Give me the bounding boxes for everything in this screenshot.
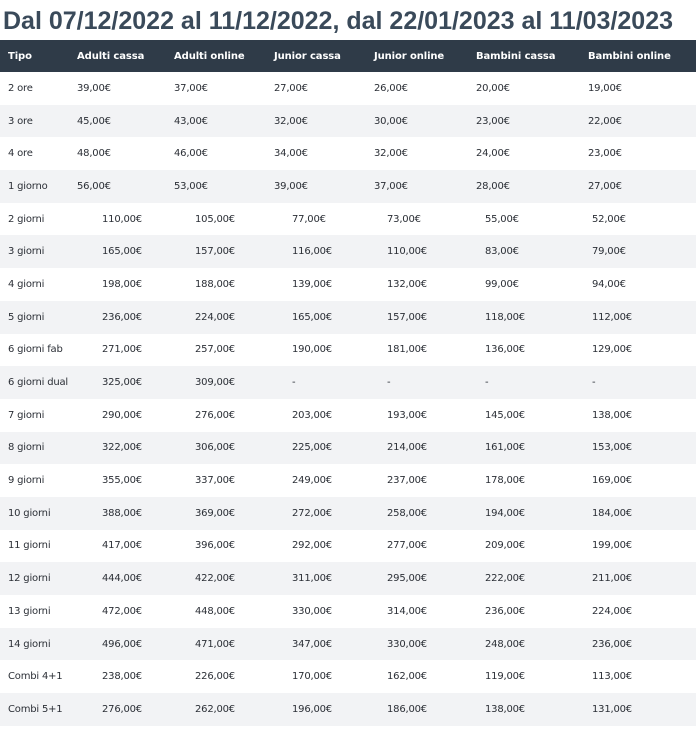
table-row <box>0 334 696 367</box>
table-row <box>0 432 696 465</box>
cell-price: 30,00€ <box>366 105 468 138</box>
cell-price: 110,00€ <box>366 235 468 268</box>
cell-tipo: Combi 4+1 <box>0 660 69 693</box>
cell-price: 292,00€ <box>266 530 366 563</box>
cell-price: 203,00€ <box>266 399 366 432</box>
cell-price: 276,00€ <box>69 693 166 726</box>
cell-tipo: 10 giorni <box>0 497 69 530</box>
cell-price: 157,00€ <box>166 235 266 268</box>
cell-price: 311,00€ <box>266 562 366 595</box>
cell-price: 161,00€ <box>468 432 580 465</box>
column-header-junior-online: Junior online <box>366 40 468 72</box>
cell-price: 28,00€ <box>468 170 580 203</box>
column-header-adulti-online: Adulti online <box>166 40 266 72</box>
table-row <box>0 137 696 170</box>
table-row <box>0 399 696 432</box>
cell-tipo: 3 ore <box>0 105 69 138</box>
cell-price: 184,00€ <box>580 497 696 530</box>
cell-price: 225,00€ <box>266 432 366 465</box>
cell-price: 262,00€ <box>166 693 266 726</box>
cell-price: 56,00€ <box>69 170 166 203</box>
cell-price: 99,00€ <box>468 268 580 301</box>
table-body <box>0 72 696 726</box>
cell-tipo: 13 giorni <box>0 595 69 628</box>
cell-tipo: 4 giorni <box>0 268 69 301</box>
cell-price: 193,00€ <box>366 399 468 432</box>
cell-price: 236,00€ <box>580 628 696 661</box>
cell-price: 224,00€ <box>166 301 266 334</box>
table-row <box>0 72 696 105</box>
cell-price: 45,00€ <box>69 105 166 138</box>
column-header-bambini-cassa: Bambini cassa <box>468 40 580 72</box>
table-row <box>0 170 696 203</box>
cell-price: 222,00€ <box>468 562 580 595</box>
table-header-row <box>0 40 696 72</box>
cell-price: 237,00€ <box>366 464 468 497</box>
cell-price: 153,00€ <box>580 432 696 465</box>
table-row <box>0 464 696 497</box>
cell-price: 105,00€ <box>166 203 266 236</box>
cell-price: 116,00€ <box>266 235 366 268</box>
column-header-bambini-online: Bambini online <box>580 40 696 72</box>
cell-price: 39,00€ <box>266 170 366 203</box>
column-header-adulti-cassa: Adulti cassa <box>69 40 166 72</box>
cell-price: 129,00€ <box>580 334 696 367</box>
cell-tipo: Combi 5+1 <box>0 693 69 726</box>
cell-price: 257,00€ <box>166 334 266 367</box>
cell-price: - <box>580 366 696 399</box>
cell-tipo: 2 ore <box>0 72 69 105</box>
cell-price: 211,00€ <box>580 562 696 595</box>
cell-price: - <box>468 366 580 399</box>
table-row <box>0 366 696 399</box>
cell-price: 236,00€ <box>69 301 166 334</box>
table-row <box>0 530 696 563</box>
cell-price: 32,00€ <box>266 105 366 138</box>
cell-price: 226,00€ <box>166 660 266 693</box>
cell-price: 325,00€ <box>69 366 166 399</box>
table-row <box>0 203 696 236</box>
table-row <box>0 693 696 726</box>
price-table <box>0 40 696 726</box>
cell-price: 48,00€ <box>69 137 166 170</box>
cell-price: 214,00€ <box>366 432 468 465</box>
cell-price: 79,00€ <box>580 235 696 268</box>
cell-price: 295,00€ <box>366 562 468 595</box>
cell-price: 26,00€ <box>366 72 468 105</box>
cell-price: 132,00€ <box>366 268 468 301</box>
cell-price: 258,00€ <box>366 497 468 530</box>
cell-price: 355,00€ <box>69 464 166 497</box>
cell-price: 19,00€ <box>580 72 696 105</box>
cell-price: 188,00€ <box>166 268 266 301</box>
cell-price: 181,00€ <box>366 334 468 367</box>
cell-price: 46,00€ <box>166 137 266 170</box>
cell-price: 209,00€ <box>468 530 580 563</box>
cell-price: 113,00€ <box>580 660 696 693</box>
cell-price: 276,00€ <box>166 399 266 432</box>
table-row <box>0 595 696 628</box>
table-row <box>0 660 696 693</box>
cell-price: 136,00€ <box>468 334 580 367</box>
cell-price: 496,00€ <box>69 628 166 661</box>
cell-price: 43,00€ <box>166 105 266 138</box>
cell-price: 112,00€ <box>580 301 696 334</box>
cell-tipo: 3 giorni <box>0 235 69 268</box>
cell-price: 34,00€ <box>266 137 366 170</box>
cell-price: 190,00€ <box>266 334 366 367</box>
cell-price: 388,00€ <box>69 497 166 530</box>
cell-price: 165,00€ <box>266 301 366 334</box>
cell-price: 277,00€ <box>366 530 468 563</box>
cell-tipo: 11 giorni <box>0 530 69 563</box>
cell-price: 238,00€ <box>69 660 166 693</box>
cell-price: 199,00€ <box>580 530 696 563</box>
cell-price: 290,00€ <box>69 399 166 432</box>
cell-price: 369,00€ <box>166 497 266 530</box>
cell-tipo: 8 giorni <box>0 432 69 465</box>
cell-price: 24,00€ <box>468 137 580 170</box>
cell-price: 23,00€ <box>580 137 696 170</box>
cell-tipo: 5 giorni <box>0 301 69 334</box>
cell-price: 53,00€ <box>166 170 266 203</box>
table-row <box>0 235 696 268</box>
cell-price: 77,00€ <box>266 203 366 236</box>
cell-price: 178,00€ <box>468 464 580 497</box>
cell-price: 23,00€ <box>468 105 580 138</box>
cell-price: 330,00€ <box>366 628 468 661</box>
cell-price: 337,00€ <box>166 464 266 497</box>
cell-price: 224,00€ <box>580 595 696 628</box>
cell-price: 39,00€ <box>69 72 166 105</box>
cell-price: 396,00€ <box>166 530 266 563</box>
cell-price: 27,00€ <box>580 170 696 203</box>
cell-price: 22,00€ <box>580 105 696 138</box>
cell-price: 249,00€ <box>266 464 366 497</box>
cell-price: 271,00€ <box>69 334 166 367</box>
table-row <box>0 628 696 661</box>
cell-tipo: 2 giorni <box>0 203 69 236</box>
column-header-tipo: Tipo <box>0 40 69 72</box>
cell-price: 131,00€ <box>580 693 696 726</box>
cell-price: 55,00€ <box>468 203 580 236</box>
cell-price: 170,00€ <box>266 660 366 693</box>
cell-tipo: 14 giorni <box>0 628 69 661</box>
cell-price: 196,00€ <box>266 693 366 726</box>
cell-price: 27,00€ <box>266 72 366 105</box>
cell-price: 471,00€ <box>166 628 266 661</box>
cell-price: 32,00€ <box>366 137 468 170</box>
table-row <box>0 497 696 530</box>
cell-price: 309,00€ <box>166 366 266 399</box>
cell-tipo: 6 giorni fab <box>0 334 69 367</box>
cell-price: 37,00€ <box>166 72 266 105</box>
table-row <box>0 105 696 138</box>
cell-tipo: 7 giorni <box>0 399 69 432</box>
cell-price: 422,00€ <box>166 562 266 595</box>
cell-price: 138,00€ <box>468 693 580 726</box>
cell-price: 236,00€ <box>468 595 580 628</box>
table-row <box>0 301 696 334</box>
cell-price: 165,00€ <box>69 235 166 268</box>
cell-price: 248,00€ <box>468 628 580 661</box>
cell-price: 322,00€ <box>69 432 166 465</box>
cell-price: 139,00€ <box>266 268 366 301</box>
cell-price: 186,00€ <box>366 693 468 726</box>
cell-price: 417,00€ <box>69 530 166 563</box>
cell-tipo: 1 giorno <box>0 170 69 203</box>
table-row <box>0 268 696 301</box>
cell-tipo: 9 giorni <box>0 464 69 497</box>
cell-price: 52,00€ <box>580 203 696 236</box>
cell-price: 472,00€ <box>69 595 166 628</box>
cell-price: 448,00€ <box>166 595 266 628</box>
cell-price: 198,00€ <box>69 268 166 301</box>
table-row <box>0 562 696 595</box>
cell-tipo: 12 giorni <box>0 562 69 595</box>
cell-tipo: 4 ore <box>0 137 69 170</box>
column-header-junior-cassa: Junior cassa <box>266 40 366 72</box>
cell-price: 145,00€ <box>468 399 580 432</box>
cell-price: 20,00€ <box>468 72 580 105</box>
cell-price: 138,00€ <box>580 399 696 432</box>
cell-price: - <box>366 366 468 399</box>
cell-price: 347,00€ <box>266 628 366 661</box>
cell-price: - <box>266 366 366 399</box>
cell-price: 110,00€ <box>69 203 166 236</box>
cell-tipo: 6 giorni dual <box>0 366 69 399</box>
cell-price: 169,00€ <box>580 464 696 497</box>
cell-price: 118,00€ <box>468 301 580 334</box>
cell-price: 162,00€ <box>366 660 468 693</box>
cell-price: 444,00€ <box>69 562 166 595</box>
cell-price: 194,00€ <box>468 497 580 530</box>
cell-price: 330,00€ <box>266 595 366 628</box>
cell-price: 119,00€ <box>468 660 580 693</box>
cell-price: 272,00€ <box>266 497 366 530</box>
cell-price: 37,00€ <box>366 170 468 203</box>
cell-price: 306,00€ <box>166 432 266 465</box>
cell-price: 73,00€ <box>366 203 468 236</box>
cell-price: 157,00€ <box>366 301 468 334</box>
cell-price: 314,00€ <box>366 595 468 628</box>
cell-price: 83,00€ <box>468 235 580 268</box>
cell-price: 94,00€ <box>580 268 696 301</box>
page-title: Dal 07/12/2022 al 11/12/2022, dal 22/01/2023 al 11/03/2023 <box>3 7 674 35</box>
